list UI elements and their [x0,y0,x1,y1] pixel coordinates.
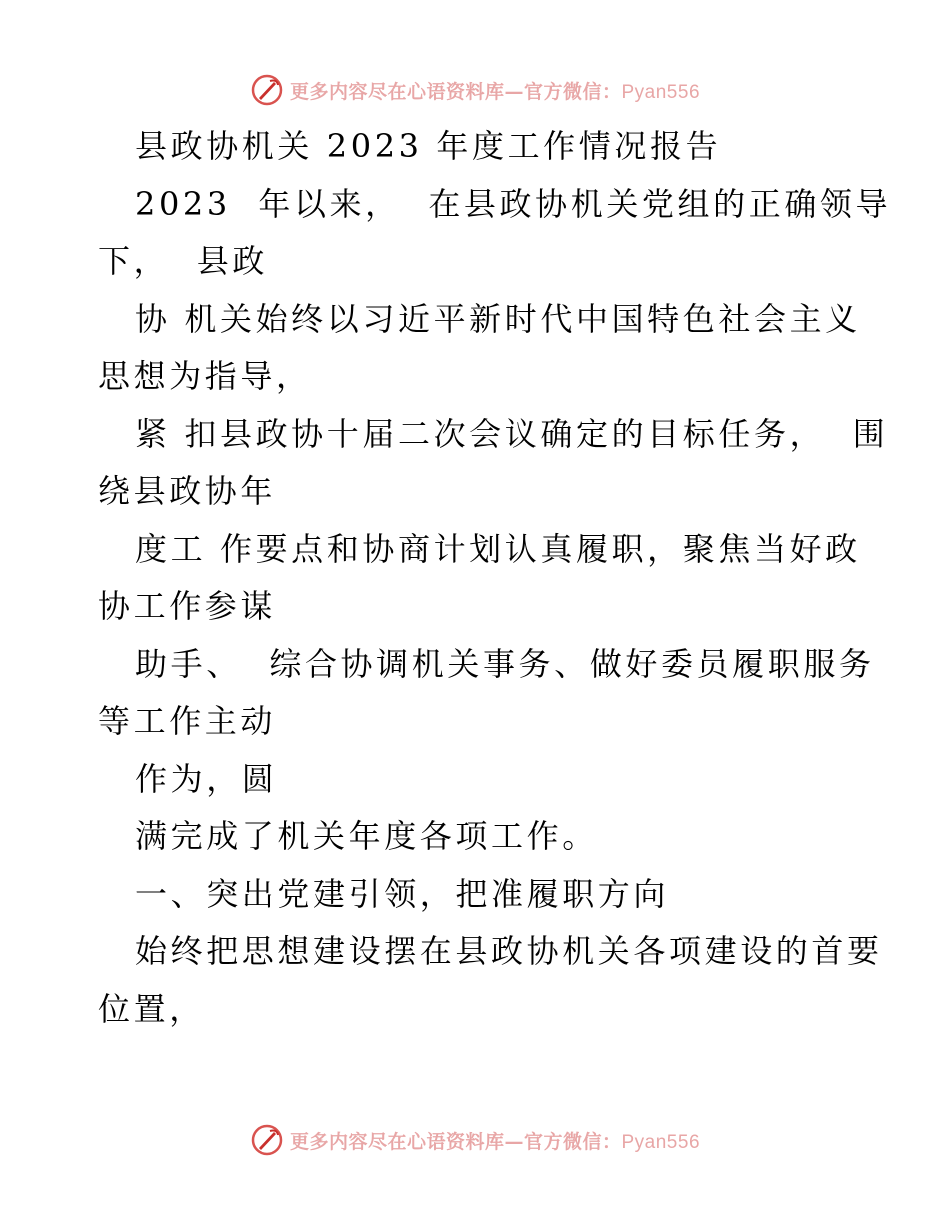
text-line: 一、突出党建引领，把准履职方向 [135,874,670,913]
footer-watermark [0,1120,950,1160]
header-watermark [0,70,950,110]
text-line: 协工作参谋 [98,587,277,625]
text-line: 始终把思想建设摆在县政协机关各项建设的首要 [135,932,883,970]
text-line: 等工作主动 [98,702,277,740]
text-line: 满完成了机关年度各项工作。 [135,817,598,855]
text-line: 协 机关始终以习近平新时代中国特色社会主义 [135,299,861,338]
text-line: 度工 作要点和协商计划认真履职，聚焦当好政 [135,529,861,568]
watermark-text: 更多内容尽在心语资料库—官方微信：Pyan556 [289,1130,701,1153]
document-title: 县政协机关 2023 年度工作情况报告 [135,127,722,165]
text-line: 作为，圆 [135,759,278,798]
text-line: 2023 年以来， 在县政协机关党组的正确领导 [135,184,892,223]
quill-circle-logo-icon [250,73,284,107]
text-line: 绕县政协年 [98,472,277,510]
text-line: 下， 县政 [98,242,268,280]
text-line: 位置， [98,989,205,1028]
text-line: 思想为指导， [98,357,312,395]
text-line: 助手、 综合协调机关事务、做好委员履职服务 [135,644,875,683]
text-line: 紧 扣县政协十届二次会议确定的目标任务， 围 [135,414,889,453]
watermark-text: 更多内容尽在心语资料库—官方微信：Pyan556 [289,80,701,103]
document-body [98,118,892,1038]
quill-circle-logo-icon [250,1123,284,1157]
